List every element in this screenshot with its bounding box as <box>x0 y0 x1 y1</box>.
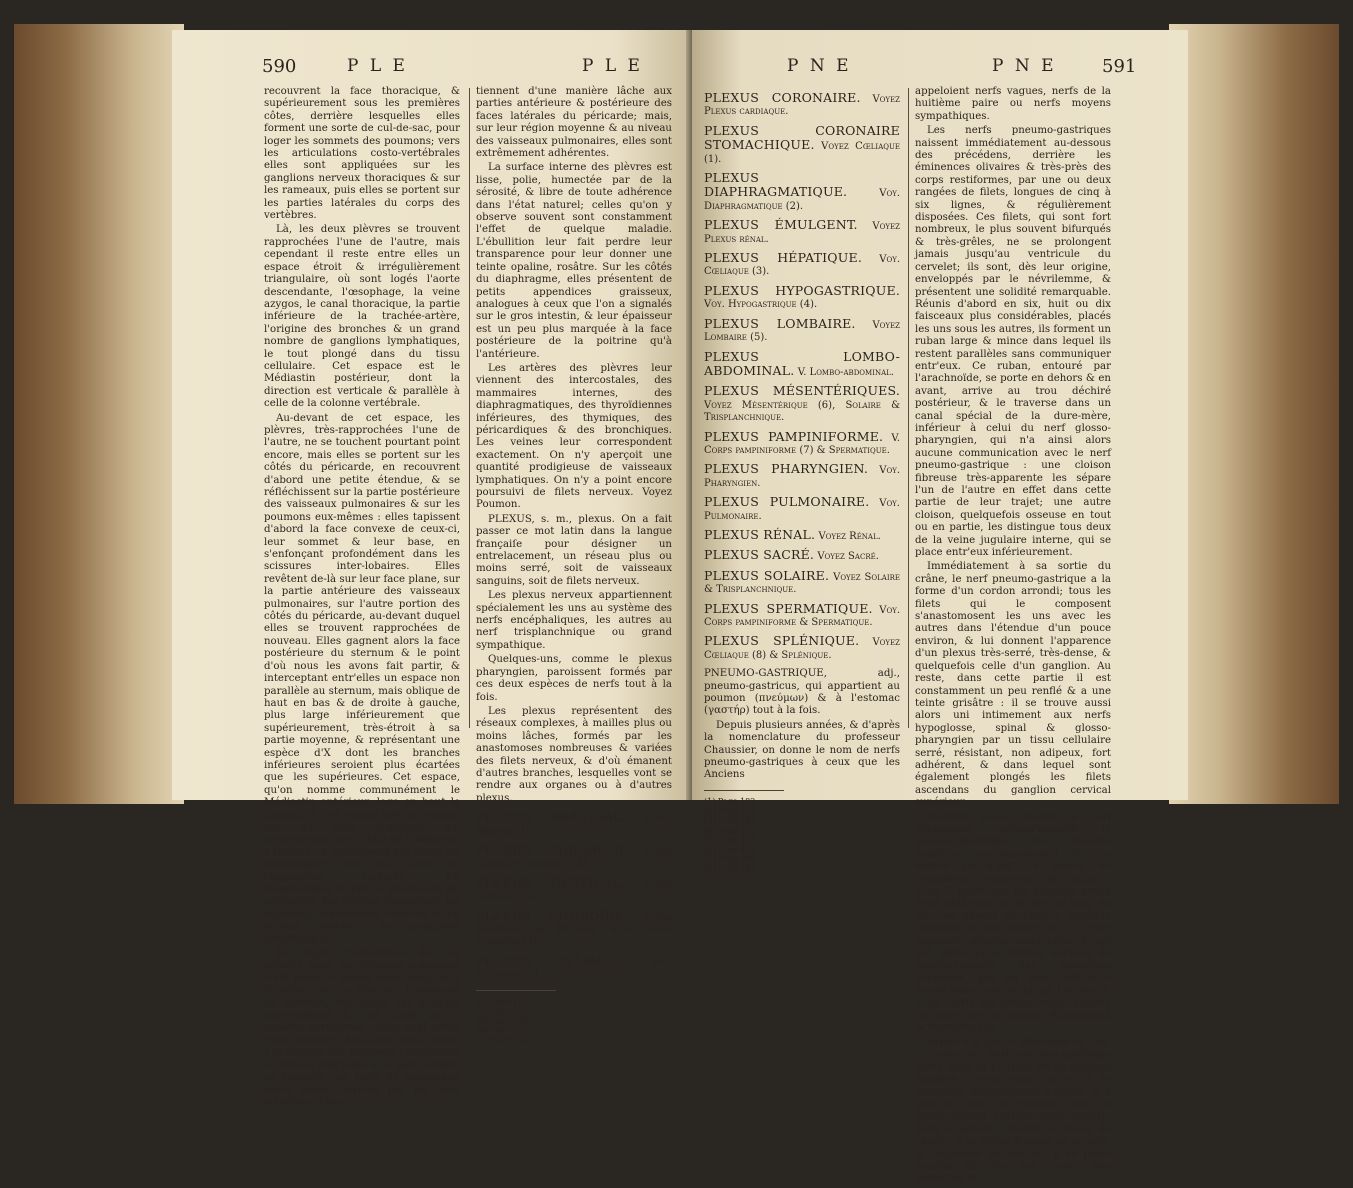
paragraph: Arrivé à la partie inférieure du cou, le tronc du nerf pneumo-gastrique entre dans la poitrine en se glissant derrière la veine sous-clavière, & se comporte différemment à droite & à gauche; dans le premier sens, il passe devant l'artère sous-clavière; dans le second, devant la crosse de l'aorte; il se dirige d'abord en arrière, & augmente de volume; il se place ensuite derrière les troncs des bronches, il <box>915 1036 1111 1185</box>
dictionary-entry: PLEXUS RÉNAL. Voyez Rénal. <box>704 526 881 542</box>
dictionary-entry: PLEXUS HYPOGASTRIQUE. Voy. Hypogastrique (4). <box>704 282 900 311</box>
dictionary-entry: PLEXUS MÉSENTÉRIQUES. Voyez Mésentérique (6), Solaire & Trisplanchnique. <box>704 383 900 424</box>
paragraph: Quelques-uns, comme le plexus pharyngien, paroissent formés par ces deux espèces de nerfs tout à la fois. <box>476 654 672 703</box>
paragraph: Les plexus nerveux appartiennent spécialement les uns au système des nerfs encéphaliques, les autres au nerf trisplanchnique ou grand sympathique. <box>476 590 672 651</box>
paragraph: Immédiatement à sa sortie du crâne, le nerf pneumo-gastrique a la forme d'un cordon arrondi; tous les filets qui le composent s'anastomosent les uns avec les autres dans l'étendue d'un pouce environ, & lui donnent l'apparence d'un plexus très-serré, très-dense, & quelquefois celle d'un ganglion. Au reste, dans cette partie il est constamment un peu renflé & a une teinte grisâtre : il se trouve aussi alors uni intimement aux nerfs hypoglosse, spinal & glosso-pharyngien par un tissu cellulaire serré, résistant, non adipeux, fort adhérent, & dans lequel sont également plongés les filets ascendans du ganglion cervical supérieur. <box>915 561 1111 809</box>
dictionary-entry: PLEXUS CARDIAQUE. Voyez Ganglion cardiaque (2). <box>476 841 672 870</box>
paragraph: recouvrent la face thoracique, & supérieurement sous les premières côtes, derrière lesquelles elles forment une sorte de cul-de-sac, pour loger les sommets des poumons; vers les articulations costo-vertébrales elles sont appliquées sur les ganglions nerveux thoraciques & sur les rameaux, puis elles se portent sur les parties latérales du corps des vertèbres. <box>264 86 460 222</box>
page-block-left <box>14 24 184 804</box>
dictionary-entry: PLEXUS ÉMULGENT. Voyez Plexus rénal. <box>704 217 900 245</box>
right-page-number: 591 <box>1102 56 1137 77</box>
dictionary-entry: PLEXUS SPERMATIQUE. Voy. Corps pampiniforme & Spermatique. <box>704 600 900 628</box>
dictionary-entry: PLEXUS CORONAIRE. Voyez Plexus cardiaque. <box>704 90 900 118</box>
dictionary-entry: PLEXUS BRACHIAL. Voyez Brachial (1). <box>476 809 672 837</box>
paragraph: tiennent d'une manière lâche aux parties antérieure & postérieure des faces latérales du péricarde; mais, sur leur région moyenne & au niveau des vaisseaux pulmonaires, elles sont extrêmement adhérentes. <box>476 86 672 160</box>
paragraph: Les artères des plèvres leur viennent des intercostales, des mammaires internes, des diaphragmatiques, des thyroïdiennes inférieures, des thymiques, des péricardiques & des bronchiques. Les veines leur correspondent exactement. On n'y aperçoit une quantité prodigieuse de vaisseaux lymphatiques. On n'y a point encore poursuivi de filets nerveux. Voyez Poumon. <box>476 362 672 511</box>
footnote: (1) Page 115. <box>476 996 530 1006</box>
paragraph: Le degré d'adhérence de ces plèvres avec les organes subjacens n'est point le même dans toute leur étendue; on les détache facilement du sternum, des côtes, des muscles inter-costaux & des côtés de la colonne vertébrale : elles sont unies d'une manière beaucoup plus intime à la surface des poumons : cependant on trouve entr'elles & le parenchyme de l'organe une sorte de membrane assez dense, formée par du tissu cellulaire. Elles <box>264 948 460 1108</box>
paragraph: PNEUMO-GASTRIQUE, adj., pneumo-gastricus, qui appartient au poumon (πνεύμων) & à l'estomac (γαστήρ) tout à la fois. <box>704 668 900 717</box>
right-page <box>692 30 1188 1185</box>
footnotes <box>476 997 672 1045</box>
footnotes <box>704 797 900 874</box>
left-page <box>172 30 692 1108</box>
dictionary-entry: PLEXUS PHARYNGIEN. Voy. Pharyngien. <box>704 461 900 489</box>
dictionary-entry: PLEXUS CORONAIRE STOMACHIQUE. Voyez Cœliaque (1). <box>704 122 900 165</box>
footnote: (4) Page 373. <box>704 825 758 835</box>
paragraph: Depuis plusieurs années, & d'après la nomenclature du professeur Chaussier, on donne le nom de nerfs pneumo-gastriques à ceux que les Anciens <box>704 719 900 781</box>
footnote: (2) Page 262. <box>704 806 758 816</box>
paragraph: PLEXUS, s. m., plexus. On a fait passer ce mot latin dans la langue françaiſe pour désigner un entrelacement, un réseau plus ou moins serré, soit de vaisseaux sanguins, soit de filets nerveux. <box>476 513 672 587</box>
paragraph: appeloient nerfs vagues, nerfs de la huitième paire ou nerfs moyens sympathiques. <box>915 86 1111 122</box>
right-col-2 <box>915 86 1111 1188</box>
paragraph: Au-devant de cet espace, les plèvres, très-rapprochées l'une de l'autre, ne se touchent pourtant point encore, mais elles se portent sur les côtés du péricarde, en recouvrent d'abord une petite étendue, & se réfléchissent sur la partie postérieure des vaisseaux pulmonaires & sur les poumons eux-mêmes : elles tapissent d'abord la face convexe de ceux-ci, leur sommet & leur base, en s'enfonçant profondément dans les scissures inter-lobaires. Elles revêtent de-là sur leur face plane, sur la partie antérieure des vaisseaux pulmonaires, sur l'autre portion des côtés du péricarde, au-devant duquel elles se trouvent rapprochées de nouveau. Elles gagnent alors la face postérieure du sternum & le point d'où nous les avons fait partir, & interceptant entr'elles un espace non parallèle au sternum, mais oblique de haut en bas & de droite à gauche, plus large inférieurement que supérieurement, très-étroit à sa partie moyenne, & représentant une espèce d'X dont les branches inférieures seroient plus écartées que les supérieures. Cet espace, qu'on nomme communément le Médiastin antérieur, loge en haut le thymus, & est rempli inférieurement par du tissu graisseux qui communique avec celui de l'abdomen à travers un écartement des fibres du diaphragme, sur les côtés de l'appendice xiphoïde. En abandonnant la partie antérieure du médiastin, les plèvres recouvrent les vaisseaux mammaires internes & un certain nombre de ganglions lymphatiques. <box>264 412 460 945</box>
dictionary-entry: PLEXUS HÉPATIQUE. Voy. Cœliaque (3). <box>704 250 900 278</box>
footnote: (6) Page 449. <box>704 844 758 854</box>
dictionary-entry: PLEXUS SOLAIRE. Voyez Solaire & Trisplanchnique. <box>704 567 900 596</box>
left-running-head-1: P L E <box>347 56 408 76</box>
footnote-rule <box>476 990 556 991</box>
paragraph: La surface interne des plèvres est lisse, polie, humectée par de la sérosité, & libre de toute adhérence dans l'état naturel; celles qu'on y observe souvent sont constamment l'effet de quelque maladie. L'ébullition leur fait perdre leur transparence pour leur donner une teinte opaline, rosâtre. Sur les côtés du diaphragme, elles présentent de petits appendices graisseux, analogues à ceux que l'on a signalés sur le gros intestin, & leur épaisseur est un peu plus marquée à la face postérieure de la poitrine qu'à l'antérieure. <box>476 162 672 360</box>
footnote: (7) Page 208. <box>704 854 758 864</box>
dictionary-entry: PLEXUS LOMBO-ABDOMINAL. V. Lombo-abdominal. <box>704 348 900 378</box>
column-rule <box>908 88 909 728</box>
dictionary-entry: PLEXUS DIAPHRAGMATIQUE. Voy. Diaphragmatique (2). <box>704 170 900 212</box>
dictionary-entry: PLEXUS PULMONAIRE. Voy. Pulmonaire. <box>704 494 900 522</box>
right-running-head-2: P N E <box>992 56 1057 76</box>
paragraph: Les nerfs pneumo-gastriques naissent immédiatement au-dessous des précédens, derrière les éminences olivaires & très-près des corps restiformes, par une ou deux rangées de filets, longues de cinq à six lignes, & régulièrement disposées. Ces filets, qui sont fort nombreux, le plus souvent bifurqués & très-grêles, ne se prolongent jamais jusqu'au ventricule du cervelet; ils sont, dès leur origine, enveloppés par le névrilemme, & présentent une solidité remarquable. Réunis d'abord en six, huit ou dix faisceaux plus considérables, placés les uns sous les autres, ils forment un ruban large & mince dans lequel ils restent parallèles sans communiquer entr'eux. Ce ruban, entouré par l'arachnoïde, se porte en dehors & en avant, arrive au trou déchiré postérieur, & le traverse dans un canal spécial de la dure-mère, inférieur à celui du nerf glosso-pharyngien, qui n'a ainsi alors aucune communication avec le nerf pneumo-gastrique : une cloison fibreuse très-apparente les sépare l'un de l'autre en effet dans cette partie de leur trajet; une autre cloison, quelquefois osseuse en tout ou en partie, les distingue tous deux de la veine jugulaire interne, qui se place entr'eux inférieurement. <box>915 125 1111 559</box>
footnote: (8) Page 182. <box>704 864 758 874</box>
paragraph: Là, les deux plèvres se trouvent rapprochées l'une de l'autre, mais cependant il reste entre elles un espace étroit & irrégulièrement triangulaire, où sont logés l'aorte descendante, l'œsophage, la veine azygos, le canal thoracique, la partie inférieure de la trachée-artère, l'origine des bronches & un grand nombre de ganglions lymphatiques, le tout plongé dans du tissu cellulaire. Cet espace est le Médiastin postérieur, dont la direction est verticale & parallèle à celle de la colonne vertébrale. <box>264 224 460 410</box>
dictionary-entry: PLEXUS SPLÉNIQUE. Voyez Cœliaque (8) & Splénique. <box>704 633 900 661</box>
dictionary-entry: PLEXUS CHOROÏDE. Voyez Encéphale & Pie-mère. Voyez aussi Choroïde (4). <box>476 907 672 948</box>
paragraph: D'abord placé devant le nerf hypoglosse, presqu'aussitôt le pneumo-gastrique lui devient postérieur en descendant, & s'en sépare tout-à-fait au niveau de l'apophyse transverse de l'atlas : alors il passe sur les muscles grand droit antérieur de la tête & long du cou, en dehors de l'artère carotide primitive & en arrière de la veine jugulaire interne auxquelles il est uni, ainsi qu'au cordon nerveux de communication des ganglions cervicaux, par un tissu cellulaire moins dense que celui qui l'entouroit à sa sortie du crâne, mais, comme lui, dépourvu de graisse, filamenteux & membraneux. <box>915 811 1111 1034</box>
paragraph: Les plexus représentent des réseaux complexes, à mailles plus ou moins lâches, formés par les anastomoses nombreuses & variées des filets nerveux, & d'où émanent d'autres branches, lesquelles vont se rendre aux organes ou à d'autres plexus. <box>476 705 672 804</box>
footnote-rule <box>704 790 784 791</box>
footnote: (1) Page 182. <box>704 796 758 806</box>
footnote: (3) Page 180. <box>476 1015 530 1025</box>
footnote: (3) Page 182. <box>704 816 758 826</box>
right-col-1 <box>704 86 900 874</box>
dictionary-entry: PLEXUS SACRÉ. Voyez Sacré. <box>704 547 879 563</box>
right-running-head-1: P N E <box>787 56 852 76</box>
dictionary-entry: PLEXUS LOMBAIRE. Voyez Lombaire (5). <box>704 315 900 344</box>
dictionary-entry: PLEXUS PAMPINIFORME. V. Corps pampiniforme (7) & Spermatique. <box>704 428 900 456</box>
footnote: (4) Page 167. <box>476 1025 530 1035</box>
left-col-1 <box>264 86 460 1111</box>
page-block-right <box>1169 24 1339 804</box>
dictionary-entry: PLEXUS CŒLIAQUE. Voy. Cœliaque (5). <box>476 952 672 981</box>
left-running-head-2: P L E <box>582 56 643 76</box>
left-col-2 <box>476 86 672 1045</box>
left-page-number: 590 <box>262 56 297 77</box>
column-rule <box>469 88 470 728</box>
footnote: (5) Page 417. <box>704 835 758 845</box>
footnote: (2) Page 131. <box>476 1006 530 1016</box>
footnote: (5) Page 182. <box>476 1035 530 1044</box>
dictionary-entry: PLEXUS CERVICAL. Voyez Cervical (3). <box>476 874 672 903</box>
